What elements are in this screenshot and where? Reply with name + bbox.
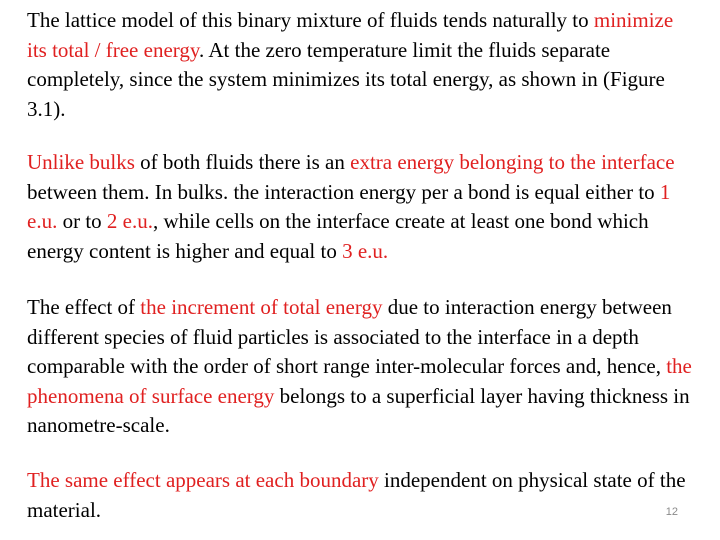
highlight-segment: 1 e.u. bbox=[27, 179, 671, 233]
text-segment: belongs to a superficial layer having thickness in nanometre-scale. bbox=[27, 383, 690, 437]
text-segment: or to bbox=[57, 209, 107, 233]
text-segment: , while cells on the interface create at least one bond which energy content is higher and equal to bbox=[27, 209, 649, 263]
highlight-segment: the phenomena of surface energy bbox=[27, 354, 692, 408]
highlight-segment: The same effect appears at each boundary bbox=[27, 468, 379, 492]
text-segment: The lattice model of this binary mixture of fluids tends naturally to bbox=[27, 8, 594, 32]
paragraph-interface-energy bbox=[27, 148, 697, 266]
highlight-segment: Unlike bulks bbox=[27, 150, 135, 174]
text-segment: due to interaction energy between different species of fluid particles is associated to the interface in a depth comparable with the order of short range inter-molecular forces and, hence, bbox=[27, 295, 672, 378]
paragraph-surface-energy bbox=[27, 293, 697, 441]
text-segment: . At the zero temperature limit the fluids separate completely, since the system minimizes its total energy, as shown in (Figure 3.1). bbox=[27, 37, 665, 121]
text-segment: of both fluids there is an bbox=[134, 150, 351, 174]
highlight-segment: 2 e.u. bbox=[106, 209, 153, 233]
highlight-segment: minimize its total / free energy bbox=[27, 8, 674, 62]
paragraph-lattice-model bbox=[27, 6, 697, 124]
paragraph-boundary-effect bbox=[27, 466, 697, 525]
highlight-segment: 3 e.u. bbox=[342, 238, 389, 263]
page-number: 12 bbox=[665, 506, 678, 518]
highlight-segment: the increment of total energy bbox=[140, 295, 383, 319]
text-segment: independent on physical state of the material. bbox=[27, 468, 686, 522]
highlight-segment: extra energy belonging to the interface bbox=[350, 150, 675, 174]
text-segment: between them. In bulks. the interaction energy per a bond is equal either to bbox=[27, 179, 660, 204]
text-segment: The effect of bbox=[27, 295, 141, 319]
